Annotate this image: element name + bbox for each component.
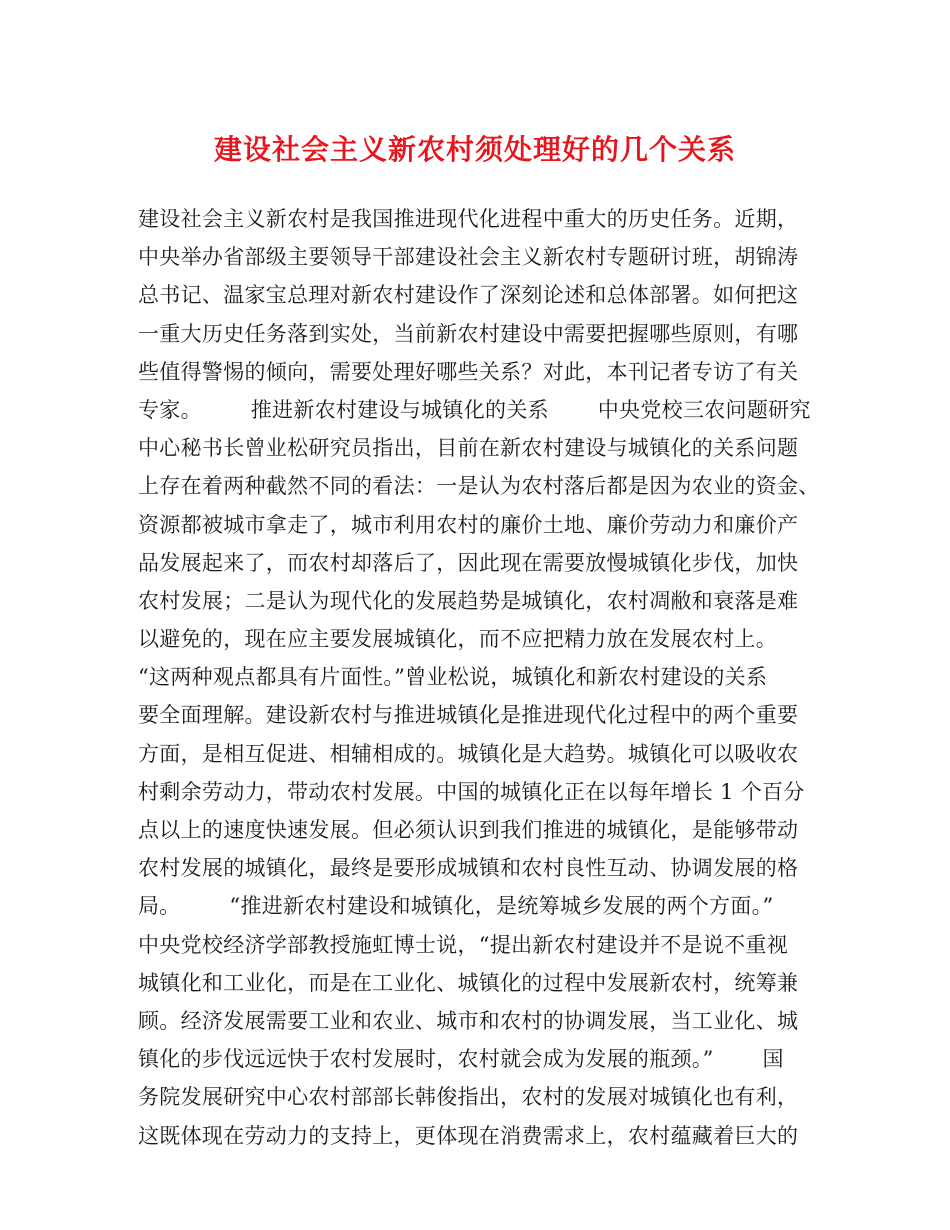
body-line: 要全面理解。建设新农村与推进城镇化是推进现代化过程中的两个重要: [138, 703, 799, 728]
body-line: 总书记、温家宝总理对新农村建设作了深刻论述和总体部署。如何把这: [138, 283, 799, 308]
body-line: 局。 “推进新农村建设和城镇化，是统筹城乡发展的两个方面。”: [138, 894, 774, 919]
body-line: 品发展起来了，而农村却落后了，因此现在需要放慢城镇化步伐，加快: [138, 550, 799, 575]
body-line: 镇化的步伐远远快于农村发展时，农村就会成为发展的瓶颈。” 国: [138, 1047, 784, 1072]
body-line: 建设社会主义新农村是我国推进现代化进程中重大的历史任务。近期，: [138, 207, 799, 231]
body-line: 农村发展的城镇化，最终是要形成城镇和农村良性互动、协调发展的格: [138, 856, 799, 881]
body-line: 农村发展；二是认为现代化的发展趋势是城镇化，农村凋敝和衰落是难: [138, 588, 799, 613]
body-line: 资源都被城市拿走了，城市利用农村的廉价土地、廉价劳动力和廉价产: [138, 512, 799, 537]
body-line: 中心秘书长曾业松研究员指出，目前在新农村建设与城镇化的关系问题: [138, 436, 799, 461]
body-line: 一重大历史任务落到实处，当前新农村建设中需要把握哪些原则，有哪: [138, 321, 799, 346]
body-line: 顾。经济发展需要工业和农业、城市和农村的协调发展，当工业化、城: [138, 1008, 799, 1033]
body-line: 专家。 推进新农村建设与城镇化的关系 中央党校三农问题研究: [138, 397, 811, 422]
body-line: 城镇化和工业化，而是在工业化、城镇化的过程中发展新农村，统筹兼: [138, 970, 799, 995]
body-line: 点以上的速度快速发展。但必须认识到我们推进的城镇化，是能够带动: [138, 818, 799, 842]
body-line: 些值得警惕的倾向，需要处理好哪些关系？对此，本刊记者专访了有关: [138, 359, 799, 384]
body-line: 务院发展研究中心农村部部长韩俊指出，农村的发展对城镇化也有利，: [138, 1085, 799, 1110]
body-line: 上存在着两种截然不同的看法：一是认为农村落后都是因为农业的资金、: [138, 474, 820, 499]
body-line: 方面，是相互促进、相辅相成的。城镇化是大趋势。城镇化可以吸收农: [138, 741, 799, 766]
body-line: 这既体现在劳动力的支持上，更体现在消费需求上，农村蕴藏着巨大的: [138, 1123, 799, 1148]
body-line: 村剩余劳动力，带动农村发展。中国的城镇化正在以每年增长 1 个百分: [138, 779, 805, 804]
body-line: 以避免的，现在应主要发展城镇化，而不应把精力放在发展农村上。: [138, 627, 777, 652]
document-body: [138, 200, 818, 1155]
body-line: 中央举办省部级主要领导干部建设社会主义新农村专题研讨班，胡锦涛: [138, 245, 799, 270]
body-line: “这两种观点都具有片面性。”曾业松说，城镇化和新农村建设的关系: [138, 665, 768, 690]
document-title: 建设社会主义新农村须处理好的几个关系: [213, 133, 736, 166]
body-line: 中央党校经济学部教授施虹博士说，“提出新农村建设并不是说不重视: [138, 932, 789, 957]
